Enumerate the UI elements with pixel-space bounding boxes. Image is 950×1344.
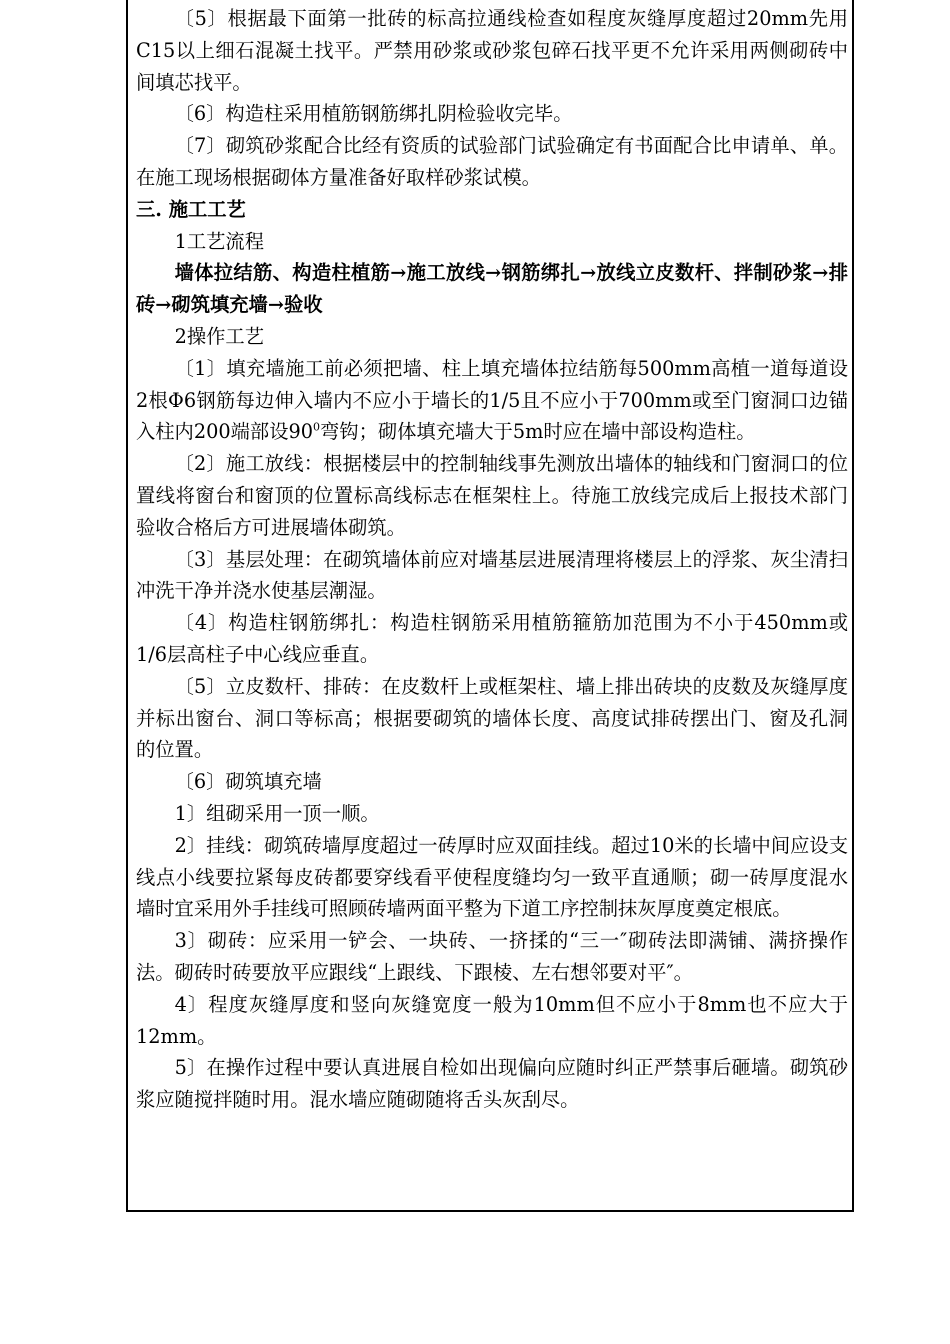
paragraph-op-5: 〔5〕立皮数杆、排砖：在皮数杆上或框架柱、墙上排出砖块的皮数及灰缝厚度并标出窗台、洞口等标高；根据要砌筑的墙体长度、高度试排砖摆出门、窗及孔洞的位置。 xyxy=(136,674,848,762)
paragraph-step-5: 5〕在操作过程中要认真进展自检如出现偏向应随时纠正严禁事后砸墙。砌筑砂浆应随搅拌随时用。混水墙应随砌随将舌头灰刮尽。 xyxy=(136,1056,848,1112)
paragraph-op-1 xyxy=(136,353,848,448)
paragraph-op-6: 〔6〕砌筑填充墙 xyxy=(174,770,322,794)
paragraph-op-4: 〔4〕构造柱钢筋绑扎：构造柱钢筋采用植筋箍筋加范围为不小于450mm或1/6层高柱子中心线应垂直。 xyxy=(136,611,848,666)
paragraph-op-2: 〔2〕施工放线：根据楼层中的控制轴线事先测放出墙体的轴线和门窗洞口的位置线将窗台和窗顶的位置标高线标志在框架柱上。待施工放线完成后上报技术部门验收合格后方可进展墙体砌筑。 xyxy=(136,452,848,539)
paragraph-step-4: 4〕程度灰缝厚度和竖向灰缝宽度一般为10mm但不应小于8mm也不应大于12mm。 xyxy=(136,992,848,1048)
paragraph-step-2: 2〕挂线：砌筑砖墙厚度超过一砖厚时应双面挂线。超过10米的长墙中间应设支线点小线要拉紧每皮砖都要穿线看平使程度缝均匀一致平直通顺；砌一砖厚度混水墙时宜采用外手挂线可照顾砖墙两面平整为下道工序控制抹灰厚度奠定根底。 xyxy=(136,833,848,921)
subheading-operation: 2操作工艺 xyxy=(174,324,264,348)
process-flow: 墙体拉结筋、构造柱植筋→施工放线→钢筋绑扎→放线立皮数杆、拌制砂浆→排砖→砌筑填充墙→验收 xyxy=(136,261,848,317)
document-body xyxy=(136,3,848,1116)
paragraph-prep-7: 〔7〕砌筑砂浆配合比经有资质的试验部门试验确定有书面配合比申请单、单。在施工现场根据砌体方量准备好取样砂浆试模。 xyxy=(136,134,848,189)
subheading-process-flow: 1工艺流程 xyxy=(174,229,264,253)
paragraph-step-3: 3〕砌砖：应采用一铲会、一块砖、一挤揉的“三一″砌砖法即满铺、满挤操作法。砌砖时砖要放平应跟线“上跟线、下跟棱、左右想邻要对平″。 xyxy=(136,929,848,984)
paragraph-prep-6: 〔6〕构造柱采用植筋钢筋绑扎阴检验收完毕。 xyxy=(174,102,573,126)
section-heading: 三. 施工工艺 xyxy=(136,197,246,221)
paragraph-step-1: 1〕组砌采用一顶一顺。 xyxy=(174,801,380,825)
op-1-text-a: 〔1〕填充墙施工前必须把墙、柱上填充墙体拉结筋每500mm高植一道每道设2根Φ6钢筋每边伸入墙内不应小于墙长的1/5且不应小于700mm或至门窗洞口边锚入柱内200端部设90 xyxy=(136,356,848,444)
paragraph-op-3: 〔3〕基层处理：在砌筑墙体前应对墙基层进展清理将楼层上的浮浆、灰尘清扫冲洗干净并浇水使基层潮湿。 xyxy=(136,547,848,603)
degree-superscript: 0 xyxy=(313,420,321,434)
paragraph-prep-5: 〔5〕根据最下面第一批砖的标高拉通线检查如程度灰缝厚度超过20mm先用C15以上细石混凝土找平。严禁用砂浆或砂浆包碎石找平更不允许采用两侧砌砖中间填芯找平。 xyxy=(136,7,848,94)
op-1-text-b: 弯钩；砌体填充墙大于5m时应在墙中部设构造柱。 xyxy=(320,420,756,444)
